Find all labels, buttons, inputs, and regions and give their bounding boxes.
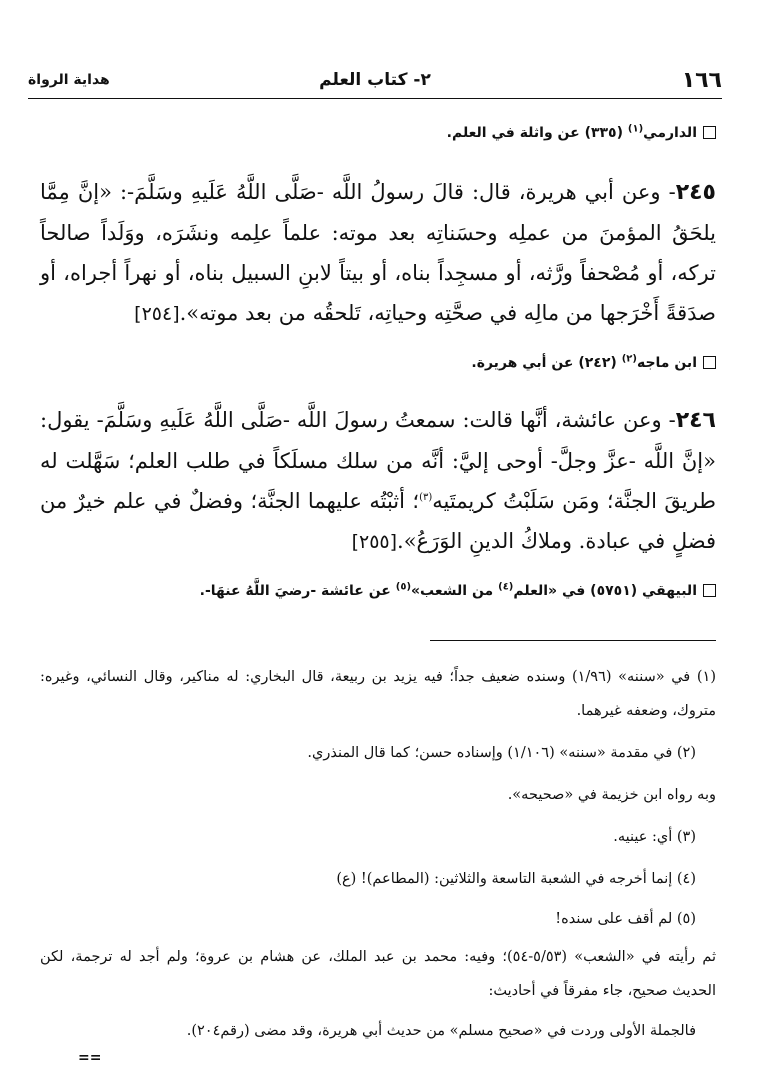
footnote-5: (٥) لم أقف على سنده! [555, 911, 696, 927]
hadith-text: - وعن أبي هريرة، قال: قالَ رسولُ اللَّه -صَلَّى اللَّهُ عَلَيهِ وسَلَّمَ-: «إنَّ مِمَّا يلحَقُ المؤمنَ من عملِه وحسَناتِه بعد موته: علماً علِمه ونشَرَه، ووَلَداً صالحاً تركه، أو مُصْحفاً ورَّثه، أو مسجِداً بناه، أو بيتاً لابنِ السبيل بناه، أو نهراً أجراه، أو صدَقةً أَخْرَجها من مالِه في صحَّتِه وحياتِه، تَلحقُه من بعد موته». [40, 180, 716, 325]
page-number: ١٦٦ [681, 68, 722, 93]
footnote-divider [430, 640, 716, 641]
footnote-marker: (٢) [621, 353, 637, 365]
square-bullet-icon [703, 584, 716, 597]
source-note-1: الدارمي$^{(١)}$ (٣٣٥) عن واثلة في العلم. [40, 122, 716, 144]
source-note-3: البيهقي (٥٧٥١) في «العلم$^{(٤)}$ من الشعب»$^{(٥)}$ عن عائشة -رضيَ اللَّهُ عنهَا-. [40, 580, 716, 602]
chapter-title: ٢- كتاب العلم [319, 70, 431, 90]
hadith-number: ٢٤٥ [675, 180, 716, 205]
footnote-3: (٣) أي: عينيه. [613, 829, 696, 845]
page-header [28, 68, 722, 98]
hadith-245 [40, 172, 716, 334]
footnote-marker: (٣) [419, 492, 433, 503]
hadith-246 [40, 400, 716, 562]
square-bullet-icon [703, 356, 716, 369]
footnote-marker: (٤) [498, 581, 514, 593]
square-bullet-icon [703, 126, 716, 139]
footnote-marker: (١) [627, 123, 644, 135]
hadith-reference: [٢٥٥] [351, 531, 398, 553]
header-divider [28, 98, 722, 99]
footnote-4: (٤) إنما أخرجه في الشعبة التاسعة والثلاثين: (المطاعم)! (ع) [336, 871, 696, 887]
continuation-mark: == [78, 1050, 102, 1066]
footnote-2-continuation: وبه رواه ابن خزيمة في «صحيحه». [507, 787, 716, 803]
footnote-1: (١) في «سننه» (١/٩٦) وسنده ضعيف جداً؛ فيه يزيد بن ربيعة، قال البخاري: له مناكير، وقال النسائي، وغيره: متروك، وضعفه غيرهما. [40, 669, 716, 719]
hadith-reference: [٢٥٤] [134, 303, 180, 325]
footnote-5-continuation: ثم رأيته في «الشعب» (٥/٥٣-٥٤)؛ وفيه: محمد بن عبد الملك، عن هشام بن عروة؛ ولم أجد له ترجمة، لكن الحديث صحيح، جاء مفرقاً في أحاديث: [40, 949, 716, 999]
hadith-text-cont: ؛ أثبْتُه عليهما الجنَّة؛ وفضلٌ في علم خيرٌ من فضلٍ في عبادة. وملاكُ الدينِ الوَرَعُ». [40, 489, 716, 553]
hadith-text: - وعن عائشة، أنَّها قالت: سمعتُ رسولَ اللَّه -صَلَّى اللَّهُ عَلَيهِ وسَلَّمَ- يقول: «إنَّ اللَّه -عزَّ وجلَّ- أوحى إليَّ: أنَّه من سلك مسلَكاً في طلب العلم؛ سَهَّلت له طريقَ الجنَّة؛ ومَن سَلَبْتُ كريمتَيه [40, 408, 716, 513]
source-note-2: ابن ماجه$^{(٢)}$ (٢٤٢) عن أبي هريرة. [40, 352, 716, 374]
book-title: هداية الرواة [28, 72, 110, 88]
footnote-marker: (٥) [395, 581, 412, 593]
hadith-number: ٢٤٦ [675, 408, 716, 433]
footnote-5-detail: فالجملة الأولى وردت في «صحيح مسلم» من حديث أبي هريرة، وقد مضى (رقم٢٠٤). [186, 1023, 696, 1039]
footnote-2: (٢) في مقدمة «سننه» (١/١٠٦) وإسناده حسن؛ كما قال المنذري. [307, 745, 696, 761]
